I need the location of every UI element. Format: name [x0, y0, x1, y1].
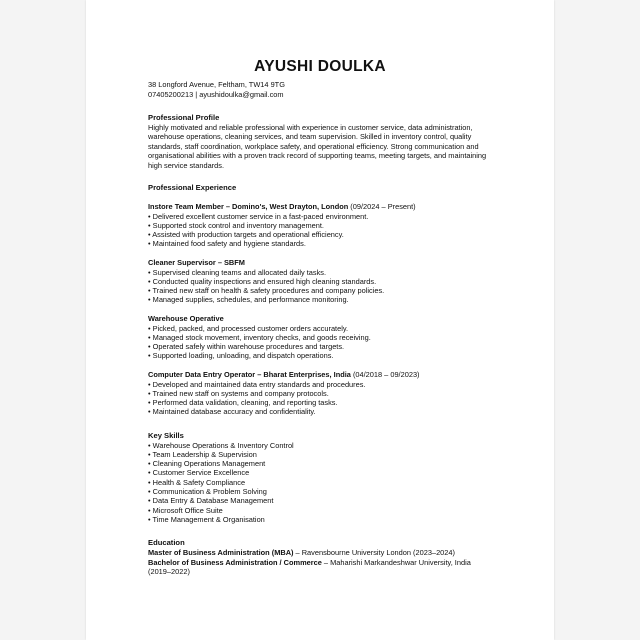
list-item: • Delivered excellent customer service in a fast-paced environment.: [148, 212, 368, 221]
job-duties: [148, 324, 371, 361]
list-item: • Picked, packed, and processed customer orders accurately.: [148, 324, 371, 333]
list-item: • Supported loading, unloading, and dispatch operations.: [148, 351, 371, 360]
list-item: • Microsoft Office Suite: [148, 506, 294, 515]
education-heading: Education: [148, 538, 185, 547]
degree-name: Bachelor of Business Administration / Commerce: [148, 557, 322, 567]
job-role: Computer Data Entry Operator – Bharat Enterprises, India: [148, 370, 351, 379]
list-item: • Health & Safety Compliance: [148, 478, 294, 487]
list-item: • Maintained database accuracy and confidentiality.: [148, 407, 365, 416]
job-title: [148, 202, 416, 212]
phone-email: 07405200213 | ayushidoulka@gmail.com: [148, 89, 284, 99]
skills-list: [148, 441, 294, 525]
job-duties: [148, 268, 384, 305]
candidate-name: AYUSHI DOULKA: [254, 58, 386, 75]
job-title: [148, 314, 224, 324]
resume-page: [86, 0, 554, 640]
list-item: • Cleaning Operations Management: [148, 459, 294, 468]
job-title: [148, 370, 420, 380]
list-item: • Trained new staff on systems and company protocols.: [148, 389, 365, 398]
job-duties: [148, 212, 368, 249]
list-item: • Operated safely within warehouse procedures and targets.: [148, 342, 371, 351]
job-role: Warehouse Operative: [148, 314, 224, 323]
job-duties: [148, 380, 365, 417]
list-item: • Conducted quality inspections and ensured high cleaning standards.: [148, 277, 384, 286]
list-item: • Assisted with production targets and operational efficiency.: [148, 230, 368, 239]
education-entry: [148, 558, 492, 577]
job-title: [148, 258, 245, 268]
degree-name: Master of Business Administration (MBA): [148, 548, 294, 557]
list-item: • Managed stock movement, inventory checks, and goods receiving.: [148, 333, 371, 342]
job-role: Cleaner Supervisor – SBFM: [148, 258, 245, 267]
list-item: • Warehouse Operations & Inventory Control: [148, 441, 294, 450]
list-item: • Data Entry & Database Management: [148, 496, 294, 505]
job-role: Instore Team Member – Domino's, West Drayton, London: [148, 202, 349, 211]
profile-text: Highly motivated and reliable professional with experience in customer service, data administration, warehouse operations, cleaning services, and team supervision. Skilled in inventory control, quality standards, staff coordination, workplace safety, and operational efficiency. Strong communication and organisational abilities with a proven track record of supporting teams, meeting targets, and maintaining high service standards.: [148, 122, 487, 170]
list-item: • Trained new staff on health & safety procedures and company policies.: [148, 286, 384, 295]
list-item: • Developed and maintained data entry standards and procedures.: [148, 380, 365, 389]
job-dates: (04/2018 – 09/2023): [350, 370, 420, 379]
job-dates: (09/2024 – Present): [348, 202, 416, 211]
degree-detail: – Maharishi Markandeshwar University, India (2019–2022): [148, 557, 471, 576]
experience-heading: Professional Experience: [148, 183, 237, 192]
list-item: • Supported stock control and inventory management.: [148, 221, 368, 230]
list-item: • Communication & Problem Solving: [148, 487, 294, 496]
list-item: • Managed supplies, schedules, and performance monitoring.: [148, 295, 384, 304]
contact-block: [148, 80, 285, 99]
address: 38 Longford Avenue, Feltham, TW14 9TG: [148, 80, 285, 89]
list-item: • Team Leadership & Supervision: [148, 450, 294, 459]
list-item: • Time Management & Organisation: [148, 515, 294, 524]
list-item: • Customer Service Excellence: [148, 468, 294, 477]
degree-detail: – Ravensbourne University London (2023–2024): [293, 548, 455, 557]
profile-heading: Professional Profile: [148, 113, 220, 122]
list-item: • Supervised cleaning teams and allocated daily tasks.: [148, 268, 384, 277]
skills-heading: Key Skills: [148, 431, 184, 440]
list-item: • Maintained food safety and hygiene standards.: [148, 239, 368, 248]
list-item: • Performed data validation, cleaning, and reporting tasks.: [148, 398, 365, 407]
education-entry: [148, 548, 492, 557]
